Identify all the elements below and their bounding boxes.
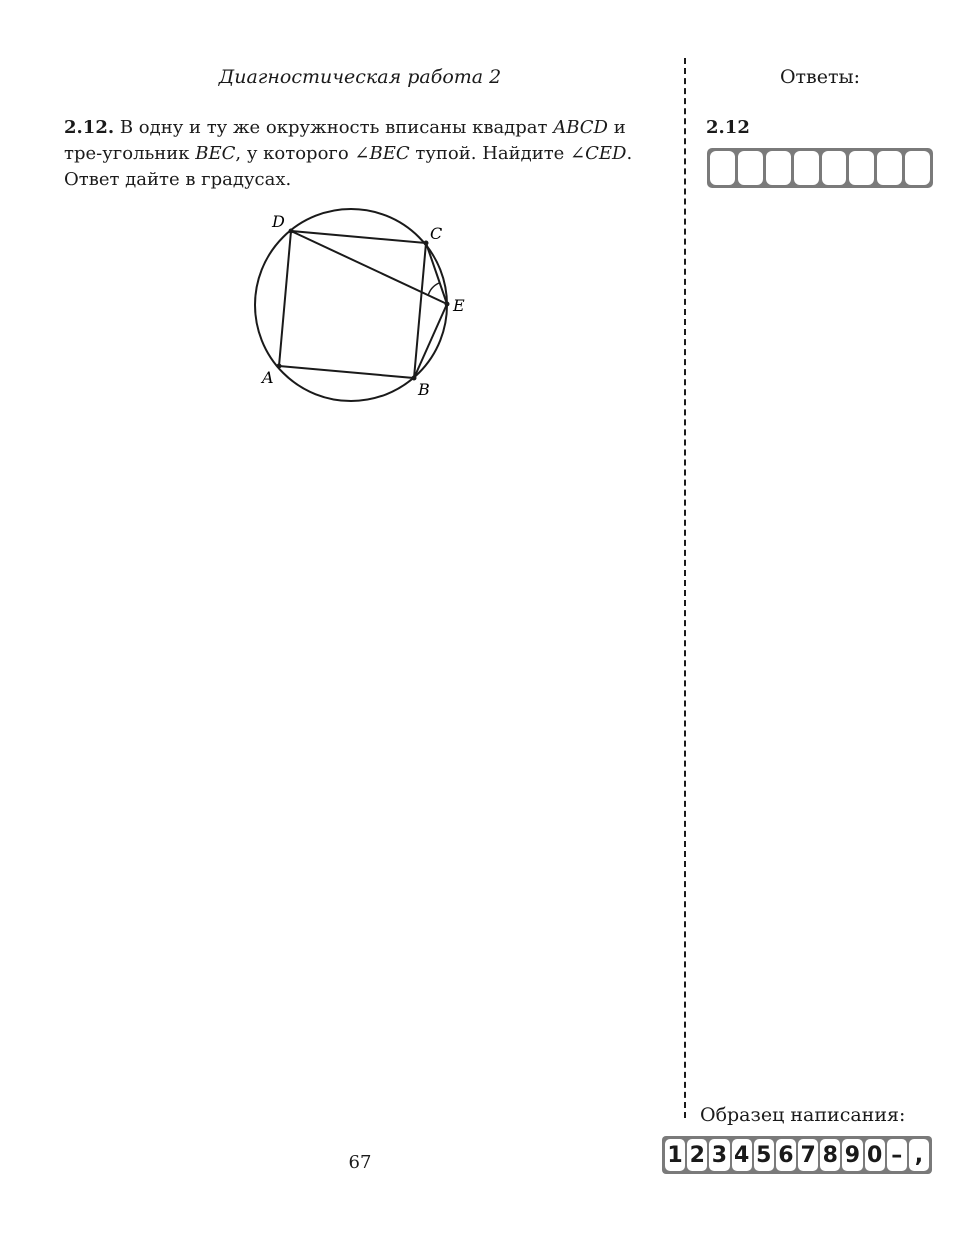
answer-number: 2.12 [706, 117, 750, 138]
sample-cell: 8 [820, 1139, 840, 1171]
label-c: C [430, 224, 443, 243]
angle-bec: ∠BEC [354, 143, 410, 164]
problem-text-part: В одну и ту же окружность вписаны квадрат [114, 117, 554, 138]
geometry-figure [250, 205, 480, 409]
sample-characters [662, 1136, 932, 1174]
problem-text-part: , у которого [235, 143, 355, 164]
answer-cell[interactable] [822, 151, 847, 185]
sample-cell: 0 [865, 1139, 885, 1171]
label-b: B [418, 380, 430, 399]
page-header-title: Диагностическая работа 2 [218, 66, 502, 88]
point-d [289, 229, 294, 234]
point-b [412, 376, 417, 381]
point-c [424, 241, 429, 246]
answer-cell[interactable] [905, 151, 930, 185]
answer-cell[interactable] [849, 151, 874, 185]
sample-cell: – [887, 1139, 907, 1171]
answer-cell[interactable] [794, 151, 819, 185]
answer-cell[interactable] [766, 151, 791, 185]
problem-statement [64, 115, 664, 193]
sample-cell: 3 [709, 1139, 729, 1171]
page-number: 67 [348, 1152, 372, 1173]
sample-cell: 2 [687, 1139, 707, 1171]
sample-caption: Образец написания: [700, 1104, 906, 1126]
problem-text-part: . Ответ дайте в градусах. [64, 143, 633, 190]
point-e [445, 302, 450, 307]
problem-text-part: и тре-угольник [64, 117, 626, 164]
answers-heading: Ответы: [779, 66, 861, 88]
square-name: ABCD [553, 117, 608, 138]
circle-square-diagram [250, 205, 480, 405]
sample-cell: 9 [842, 1139, 862, 1171]
label-e: E [453, 296, 465, 315]
label-d: D [272, 212, 285, 231]
sample-cell: 1 [665, 1139, 685, 1171]
sample-cell: 4 [732, 1139, 752, 1171]
sample-cell: 5 [754, 1139, 774, 1171]
triangle-name: BEC [195, 143, 236, 164]
problem-number: 2.12. [64, 117, 115, 138]
label-a: A [262, 368, 274, 387]
answer-cell[interactable] [710, 151, 735, 185]
point-a [277, 364, 282, 369]
sample-cell: 7 [798, 1139, 818, 1171]
sample-cell: 6 [776, 1139, 796, 1171]
sample-cell: , [909, 1139, 929, 1171]
answer-field[interactable] [707, 148, 933, 188]
answer-cell[interactable] [877, 151, 902, 185]
angle-ced: ∠CED [570, 143, 627, 164]
angle-arc [428, 283, 439, 296]
problem-text-part: тупой. Найдите [409, 143, 571, 164]
answer-cell[interactable] [738, 151, 763, 185]
square-abcd [279, 231, 426, 378]
dashed-divider [684, 58, 686, 1118]
